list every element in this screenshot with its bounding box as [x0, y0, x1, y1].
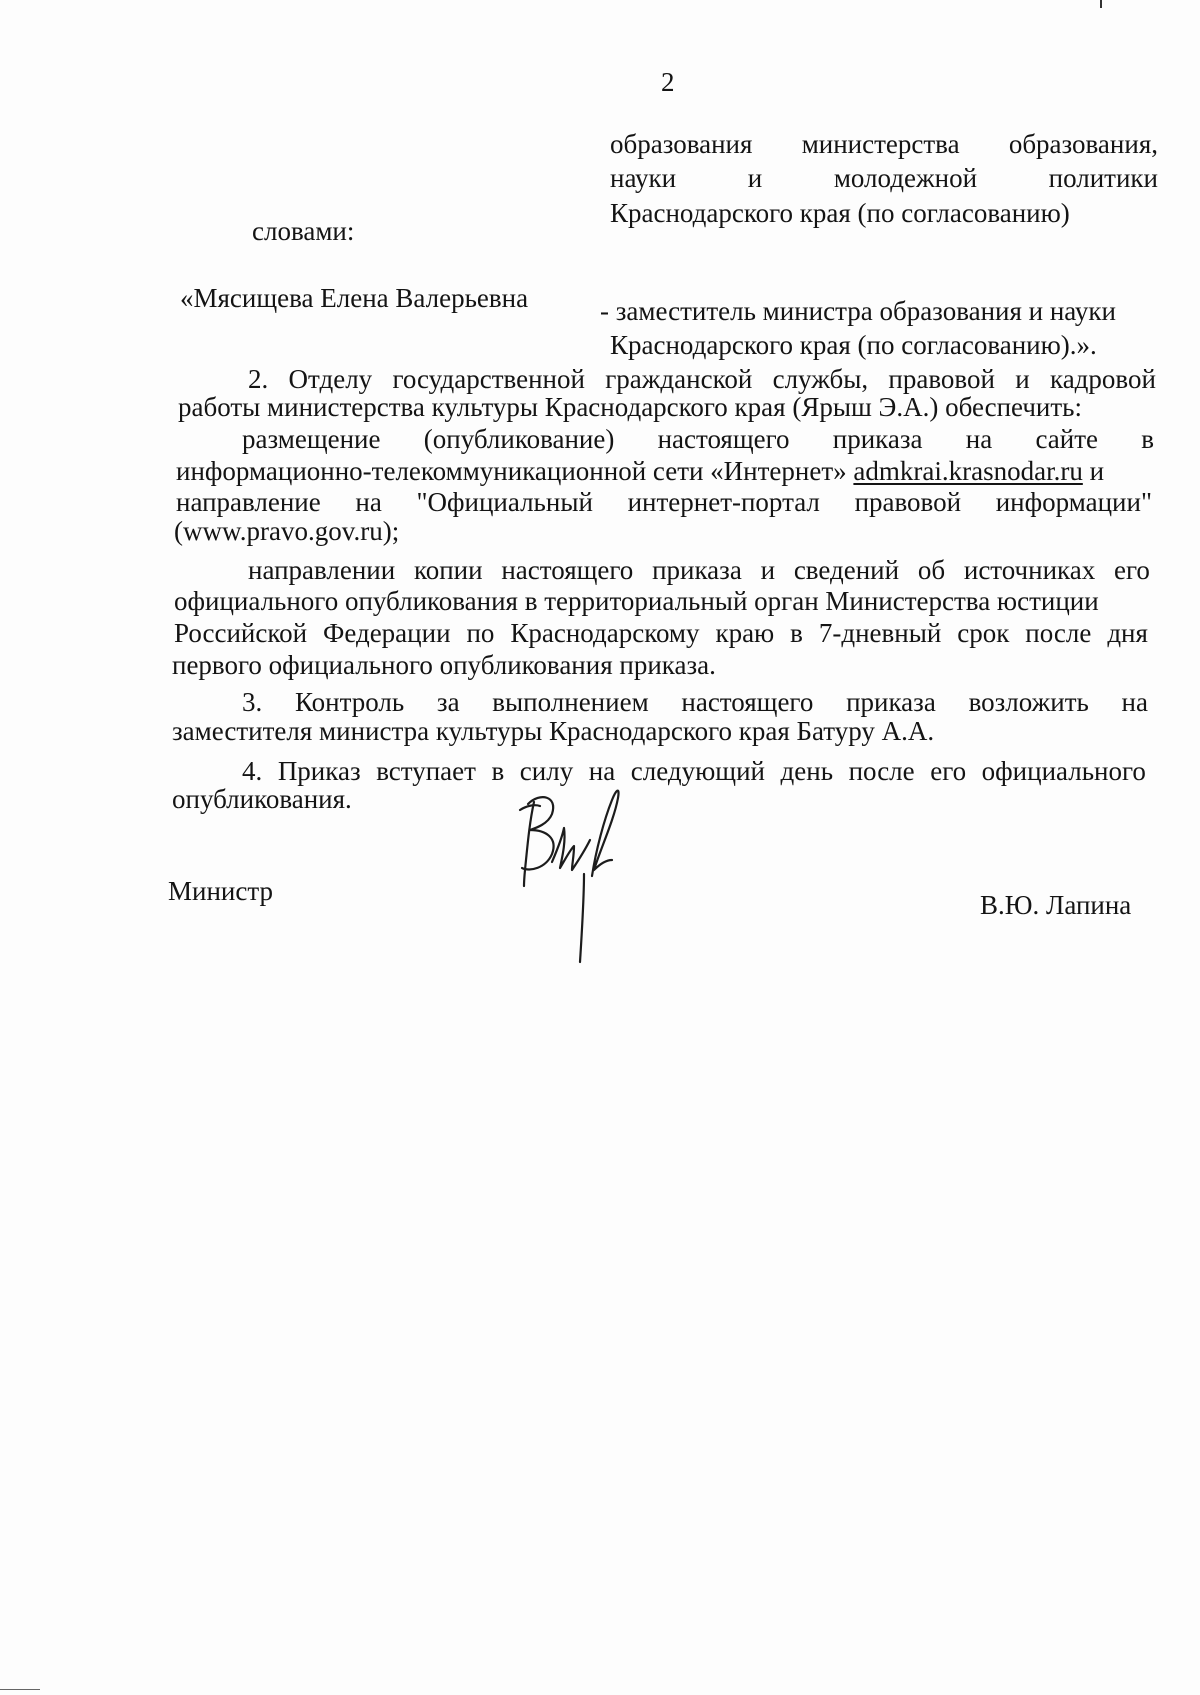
word: образования [610, 129, 753, 159]
item3-line-1 [242, 687, 1148, 717]
item2-line-1 [248, 364, 1156, 394]
word: за [436, 687, 460, 717]
word: кадровой [1049, 364, 1156, 394]
word: науки [610, 163, 677, 193]
word: и [760, 555, 776, 585]
copies-line-1 [248, 555, 1150, 585]
word: следующий [630, 756, 765, 786]
word: в [1141, 424, 1154, 454]
word: молодежной [833, 163, 978, 193]
word: направлении [248, 555, 396, 585]
word: по [466, 618, 495, 648]
admkrai-link[interactable]: admkrai.krasnodar.ru [853, 456, 1083, 486]
word: Контроль [294, 687, 405, 717]
replace-word: словами: [252, 216, 355, 246]
word: об [917, 555, 946, 585]
word: "Официальный [416, 487, 593, 517]
copies-line-3 [174, 618, 1148, 648]
word: официального [981, 756, 1146, 786]
item4-line-2: опубликования. [172, 784, 352, 814]
word: образования, [1008, 129, 1158, 159]
item4-line-1 [242, 756, 1146, 786]
word: 2. [248, 364, 269, 394]
scan-artifact-bottom [0, 1689, 40, 1690]
word: и [1015, 364, 1030, 394]
item2-line-5 [176, 487, 1152, 517]
top-block-line-1 [610, 129, 1158, 159]
word: Отделу [288, 364, 373, 394]
handwritten-signature [500, 780, 640, 970]
word: копии [413, 555, 483, 585]
word: в [790, 618, 803, 648]
person-role-line-1: - заместитель министра образования и науки [600, 296, 1116, 326]
scan-artifact-top [1100, 0, 1102, 8]
word: на [1121, 687, 1148, 717]
top-block-line-3: Краснодарского края (по согласованию) [610, 198, 1070, 228]
word: на [965, 424, 993, 454]
word: службы, [772, 364, 869, 394]
word: приказа [846, 687, 936, 717]
word: вступает [376, 756, 476, 786]
word: сайте [1035, 424, 1098, 454]
word: Приказ [277, 756, 361, 786]
word: дня [1107, 618, 1148, 648]
word: приказа [832, 424, 923, 454]
word: 4. [242, 756, 263, 786]
word: его [1114, 555, 1150, 585]
item3-line-2: заместителя министра культуры Краснодарского края Батуру А.А. [172, 716, 935, 746]
word: на [588, 756, 616, 786]
item2-line-3 [242, 424, 1154, 454]
page-number: 2 [661, 67, 675, 97]
word: 7-дневный [818, 618, 942, 648]
top-block-line-2 [610, 163, 1158, 193]
word: государственной [392, 364, 585, 394]
item2-line-4 [176, 456, 1104, 486]
word: информации" [995, 487, 1152, 517]
word: после [1025, 618, 1092, 648]
word: настоящего [681, 687, 814, 717]
word: приказа [652, 555, 742, 585]
signatory-name: В.Ю. Лапина [980, 890, 1132, 920]
item2-line-2: работы министерства культуры Краснодарского края (Ярыш Э.А.) обеспечить: [178, 392, 1082, 422]
word: краю [715, 618, 775, 648]
word: Федерации [323, 618, 451, 648]
word: правовой [888, 364, 995, 394]
word: в [491, 756, 505, 786]
word: (опубликование) [423, 424, 615, 454]
word: сведений [793, 555, 900, 585]
word: размещение [242, 424, 381, 454]
word: настоящего [501, 555, 634, 585]
copies-line-2: официального опубликования в территориальный орган Министерства юстиции [174, 586, 1099, 616]
person-role-line-2: Краснодарского края (по согласованию).». [610, 330, 1097, 360]
word: и [747, 163, 763, 193]
word: интернет-портал [627, 487, 820, 517]
word: Российской [174, 618, 308, 648]
person-name: «Мясищева Елена Валерьевна [180, 283, 529, 313]
word: срок [957, 618, 1010, 648]
word: 3. [242, 687, 263, 717]
word: возложить [968, 687, 1089, 717]
word: направление [176, 487, 321, 517]
word: правовой [854, 487, 962, 517]
word: настоящего [657, 424, 790, 454]
word: выполнением [492, 687, 649, 717]
copies-line-4: первого официального опубликования приказа. [172, 650, 716, 680]
word: его [930, 756, 967, 786]
word: политики [1048, 163, 1158, 193]
text: информационно-телекоммуникационной сети «Интернет» [176, 456, 847, 486]
signatory-position: Министр [168, 876, 273, 906]
word: источниках [963, 555, 1096, 585]
word: на [355, 487, 382, 517]
word: день [780, 756, 834, 786]
word: гражданской [605, 364, 753, 394]
word: после [848, 756, 915, 786]
word: министерства [801, 129, 960, 159]
item2-line-6: (www.pravo.gov.ru); [174, 516, 400, 546]
text: и [1089, 456, 1105, 486]
word: силу [519, 756, 574, 786]
word: Краснодарскому [510, 618, 700, 648]
